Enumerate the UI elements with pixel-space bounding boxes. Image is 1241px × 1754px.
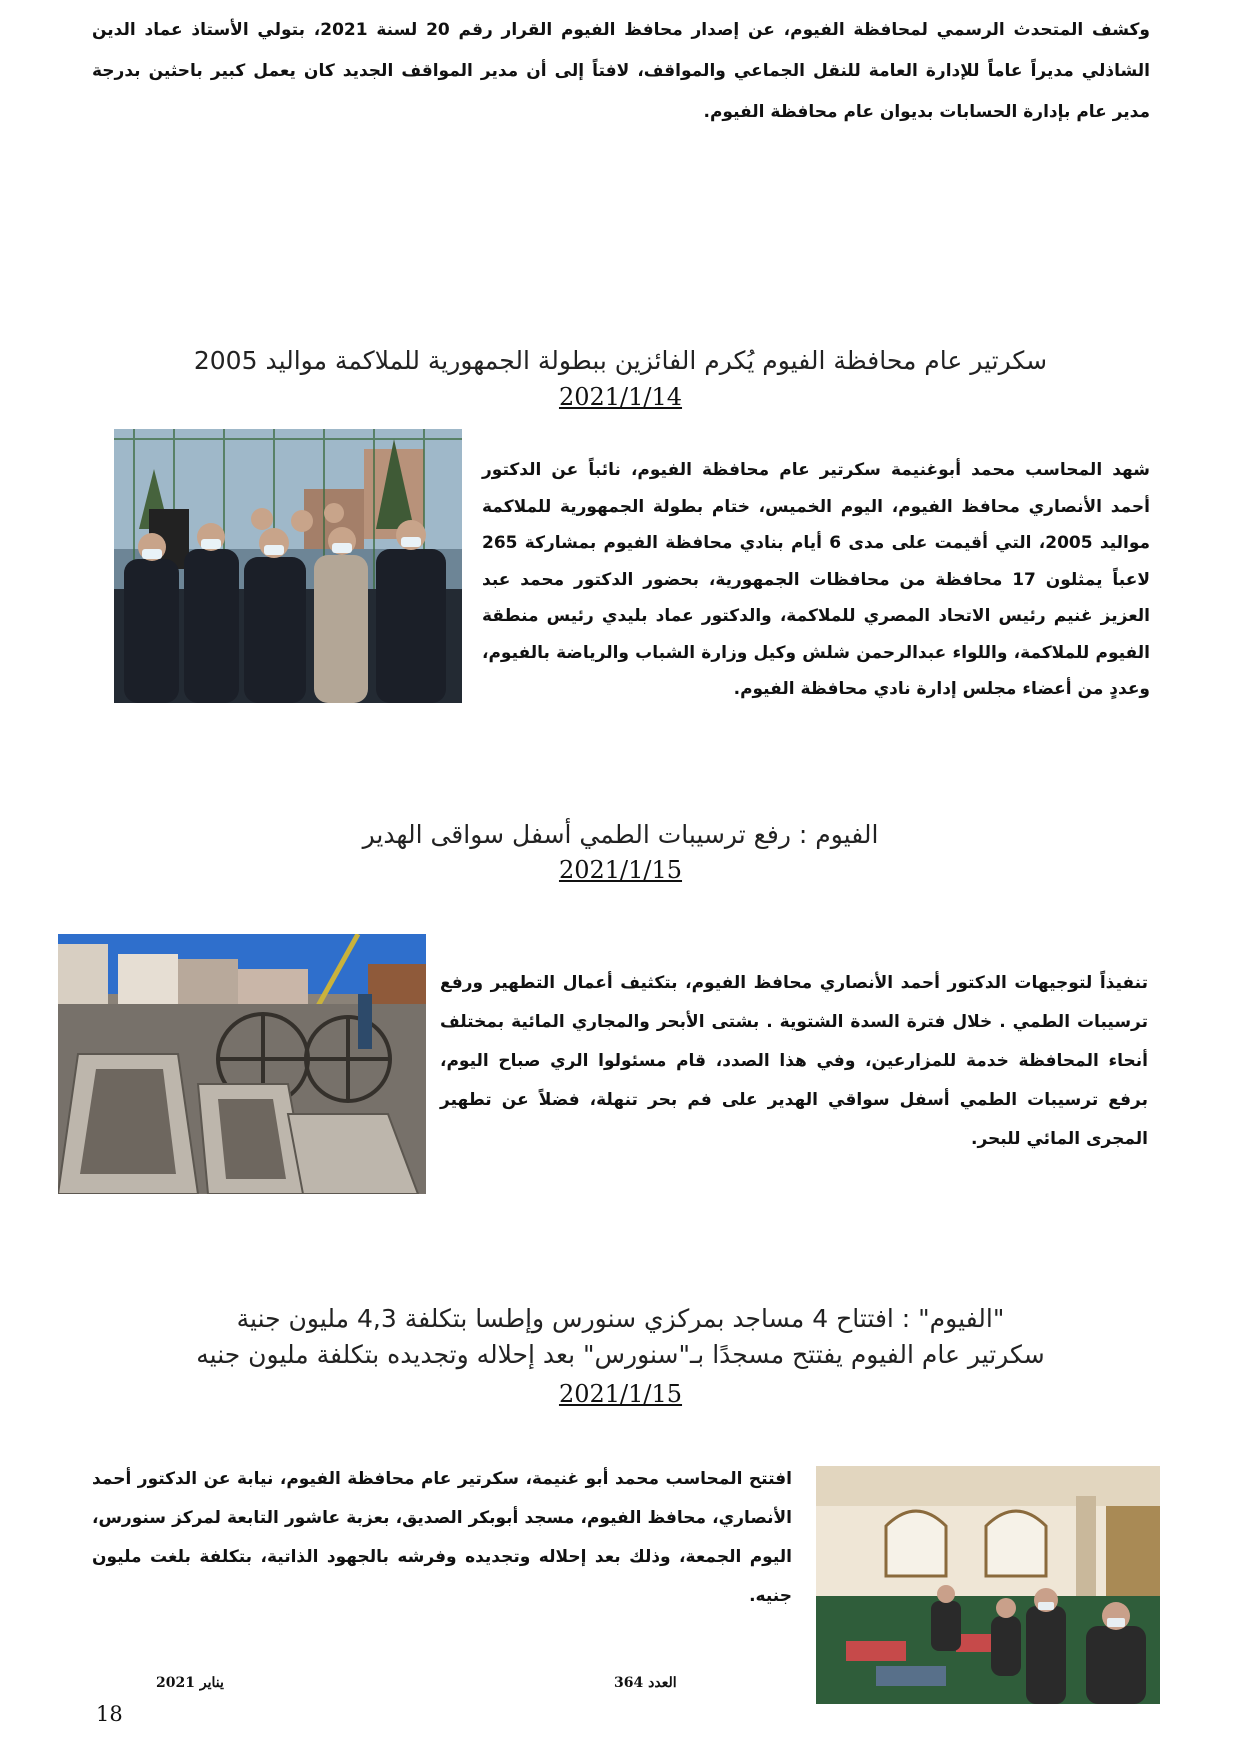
article-2-headline: الفيوم : رفع ترسيبات الطمي أسفل سواقى الهدير [362,820,879,849]
article-1-body: شهد المحاسب محمد أبوغنيمة سكرتير عام محافظة الفيوم، نائباً عن الدكتور أحمد الأنصاري محافظ الفيوم، اليوم الخميس، ختام بطولة الجمهورية للملاكمة مواليد 2005، التي أقيمت على مدى 6 أيام بنادي محافظة الفيوم بمشاركة 265 لاعباً يمثلون 17 محافظة من محافظات الجمهورية، بحضور الدكتور محمد عبد العزيز غنيم رئيس الاتحاد المصري للملاكمة، والدكتور عماد بليدي رئيس منطقة الفيوم للملاكمة، واللواء عبدالرحمن شلش وكيل وزارة الشباب والرياضة بالفيوم، وعددٍ من أعضاء مجلس إدارة نادي محافظة الفيوم. [482,460,1150,699]
footer-issue-date: يناير 2021 [156,1675,224,1691]
article-3-headline-line1: "الفيوم" : افتتاح 4 مساجد بمركزي سنورس وإطسا بتكلفة 4,3 مليون جنية [236,1304,1005,1333]
article-3-body: افتتح المحاسب محمد أبو غنيمة، سكرتير عام محافظة الفيوم، نيابة عن الدكتور أحمد الأنصاري، محافظ الفيوم، مسجد أبوبكر الصديق، بعزبة عاشور التابعة لمركز سنورس، اليوم الجمعة، وذلك بعد إحلاله وتجديده وفرشه بالجهود الذاتية، بتكلفة بلغت مليون جنيه. [92,1469,792,1606]
article-3-date: 2021/1/15 [558,1380,683,1408]
page-number: 18 [96,1702,123,1726]
intro-paragraph: وكشف المتحدث الرسمي لمحافظة الفيوم، عن إصدار محافظ الفيوم القرار رقم 20 لسنة 2021، بتولي الأستاذ عماد الدين الشاذلي مديراً عاماً للإدارة العامة للنقل الجماعي والمواقف، لافتاً إلى أن مدير المواقف الجديد كان يعمل كبير باحثين بدرجة مدير عام بإدارة الحسابات بديوان عام محافظة الفيوم. [92,20,1150,122]
article-3-headline-line2: سكرتير عام الفيوم يفتتح مسجدًا بـ"سنورس" بعد إحلاله وتجديده بتكلفة مليون جنيه [196,1340,1045,1369]
footer-issue-number: العدد 364 [614,1675,677,1691]
article-3-photo-mosque [816,1466,1160,1704]
article-1-headline: سكرتير عام محافظة الفيوم يُكرم الفائزين ببطولة الجمهورية للملاكمة مواليد 2005 [193,346,1048,375]
article-2-date: 2021/1/15 [558,856,683,884]
article-2-body: تنفيذاً لتوجيهات الدكتور أحمد الأنصاري محافظ الفيوم، بتكثيف أعمال التطهير ورفع ترسيبات الطمي . خلال فترة السدة الشتوية . بشتى الأبحر والمجاري المائية بمختلف أنحاء المحافظة خدمة للمزارعين، وفي هذا الصدد، قام مسئولوا الري صباح اليوم، برفع ترسيبات الطمي أسفل سواقي الهدير على فم بحر تنهلة، فضلاً عن تطهير المجرى المائي للبحر. [440,973,1148,1149]
article-1-date: 2021/1/14 [558,383,683,411]
article-1-photo-boxing-ceremony [114,429,462,703]
article-2-photo-waterwheels [58,934,426,1194]
